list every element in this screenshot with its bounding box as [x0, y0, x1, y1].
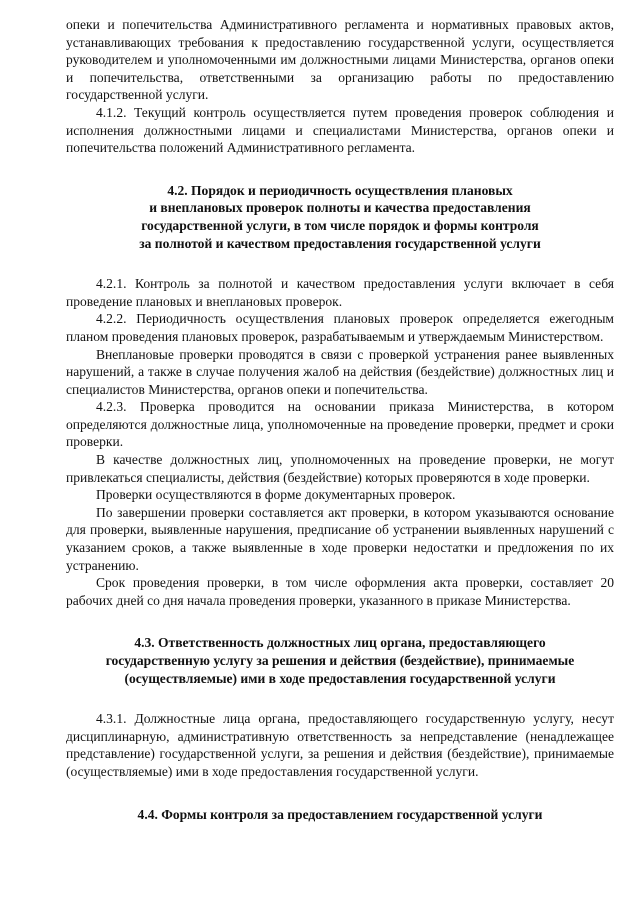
paragraph-4-3-1: 4.3.1. Должностные лица органа, предоставляющего государственную услугу, несут дисциплинарную, административную ответственность за непредставление (ненадлежащее представление) государственной услуги, за решения и действия (бездействие), принимаемые (осуществляемые) ими в ходе предоставления государственной услуги. [66, 711, 614, 779]
paragraph-unscheduled-checks: Внеплановые проверки проводятся в связи с проверкой устранения ранее выявленных нарушений, а также в случае получения жалоб на действия (бездействие) должностных лиц и специалистов Министерства, органов опеки и попечительства. [66, 346, 614, 397]
document-page [66, 16, 614, 823]
heading-line: 4.4. Формы контроля за предоставлением государственной услуги [137, 806, 543, 822]
paragraph-continuation: опеки и попечительства Административного регламента и нормативных правовых актов, устанавливающих требования к предоставлению государственной услуги, осуществляется руководителем и уполномоченными им должностными лицами Министерства, органов опеки и попечительства, ответственными за организацию работы по предоставлению государственной услуги. [66, 17, 614, 103]
heading-line: государственную услугу за решения и действия (бездействие), принимаемые [105, 653, 575, 668]
heading-line: и внеплановых проверок полноты и качества предоставления [149, 200, 531, 216]
section-heading-4-4 [66, 806, 614, 824]
heading-line: 4.2. Порядок и периодичность осуществления плановых [167, 182, 513, 198]
paragraph-check-act: По завершении проверки составляется акт проверки, в котором указываются основание для проверки, выявленные нарушения, предписание об устранении выявленных нарушений с указанием сроков, а также выявленные в ходе проверки недостатки и предложения по их устранению. [66, 504, 614, 573]
paragraph-4-1-2: 4.1.2. Текущий контроль осуществляется путем проведения проверок соблюдения и исполнения должностными лицами и специалистами Министерства, органов опеки и попечительства положений Административного регламента. [66, 104, 614, 156]
heading-line: 4.3. Ответственность должностных лиц органа, предоставляющего [134, 635, 546, 651]
paragraph-check-form: Проверки осуществляются в форме документарных проверок. [96, 487, 456, 503]
section-heading-4-3 [66, 634, 614, 687]
paragraph-officials: В качестве должностных лиц, уполномоченных на проведение проверки, не могут привлекаться специалисты, действия (бездействие) которых проверяются в ходе проверки. [66, 452, 614, 485]
paragraph-4-2-2: 4.2.2. Периодичность осуществления плановых проверок определяется ежегодным планом проведения плановых проверок, разрабатываемым и утверждаемым Министерством. [66, 311, 614, 344]
paragraph-4-2-1: 4.2.1. Контроль за полнотой и качеством предоставления услуги включает в себя проведение плановых и внеплановых проверок. [66, 276, 614, 309]
paragraph-4-2-3: 4.2.3. Проверка проводится на основании приказа Министерства, в котором определяются должностные лица, уполномоченные на проведение проверки, предмет и сроки проверки. [66, 399, 614, 450]
section-heading-4-2 [66, 182, 614, 252]
heading-line: государственной услуги, в том числе порядок и формы контроля [141, 217, 539, 233]
paragraph-check-duration: Срок проведения проверки, в том числе оформления акта проверки, составляет 20 рабочих дней со дня начала проведения проверки, указанного в приказе Министерства. [66, 575, 614, 608]
heading-line: за полнотой и качеством предоставления государственной услуги [139, 235, 541, 251]
heading-line: (осуществляемые) ими в ходе предоставления государственной услуги [124, 670, 556, 686]
